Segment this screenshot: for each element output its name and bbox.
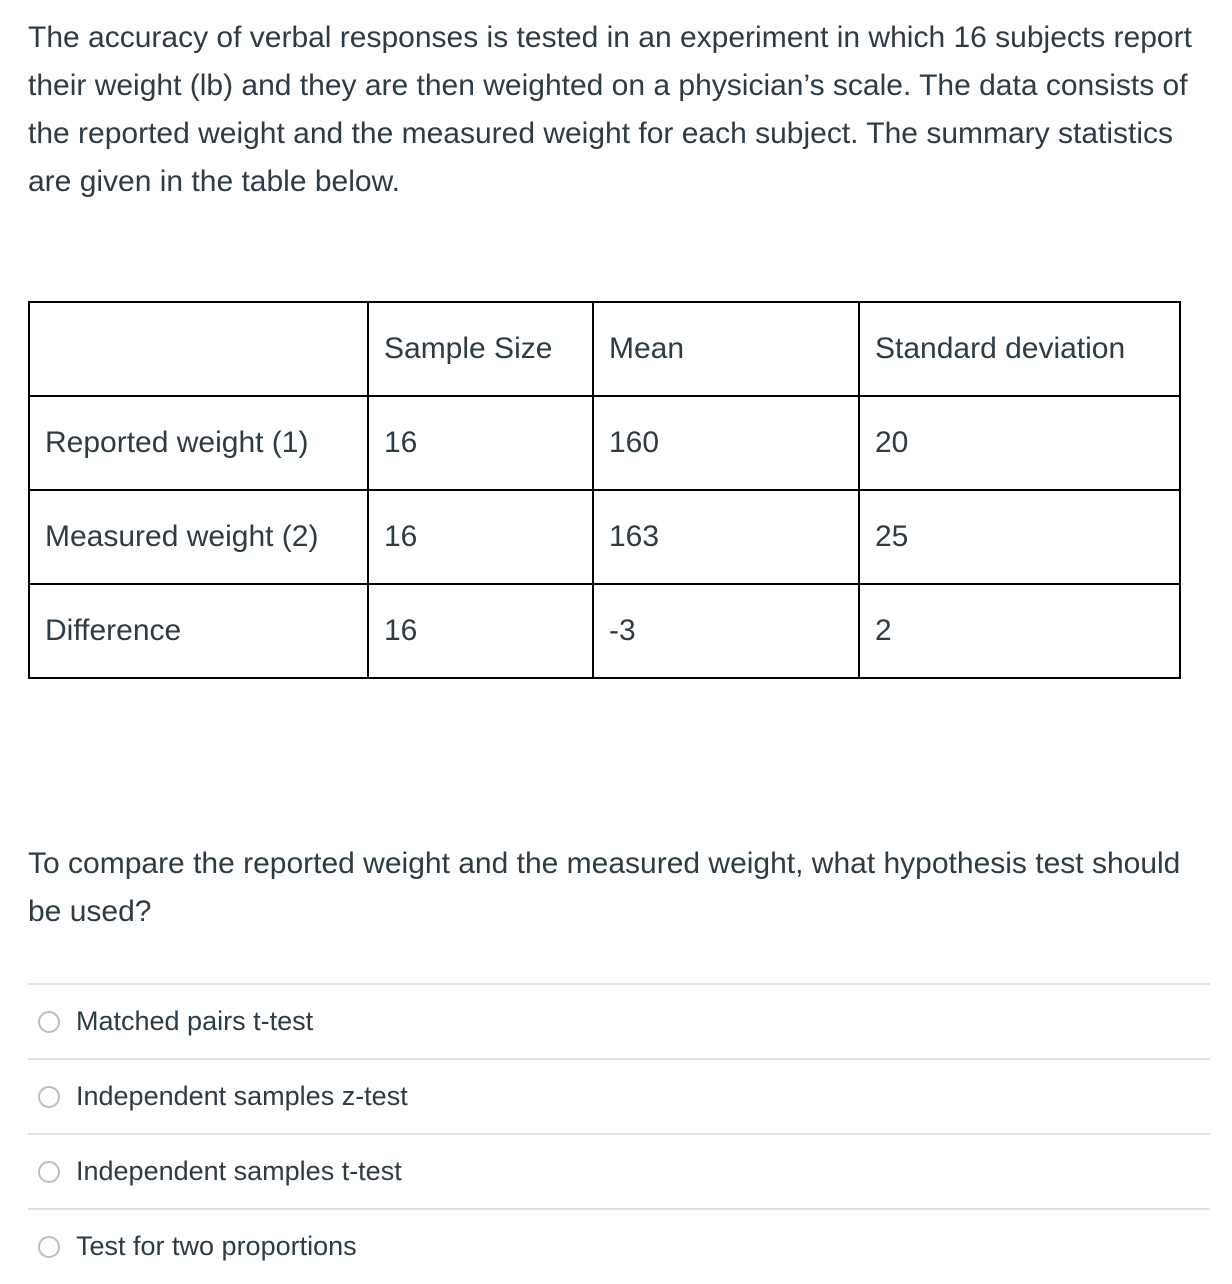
table-cell: 2	[859, 584, 1180, 678]
table-row	[29, 490, 1180, 584]
answer-option-test-for-two-proportions[interactable]	[28, 1208, 1210, 1283]
table-header-cell: Mean	[593, 302, 859, 396]
table-cell: 16	[368, 584, 593, 678]
table-row	[29, 584, 1180, 678]
table-cell: -3	[593, 584, 859, 678]
table-header-row	[29, 302, 1180, 396]
answer-label[interactable]: Independent samples z-test	[76, 1081, 408, 1111]
table-row	[29, 396, 1180, 490]
table-cell: 16	[368, 490, 593, 584]
table-cell: 16	[368, 396, 593, 490]
answer-list	[28, 983, 1210, 1283]
question-prompt: To compare the reported weight and the measured weight, what hypothesis test should be used?	[28, 847, 1181, 928]
question-intro: The accuracy of verbal responses is tested in an experiment in which 16 subjects report their weight (lb) and they are then weighted on a physician’s scale. The data consists of the reported weight and the measured weight for each subject. The summary statistics are given in the table below.	[28, 21, 1192, 198]
table-header-cell: Sample Size	[368, 302, 593, 396]
radio-button-icon[interactable]	[38, 1086, 60, 1108]
answer-label[interactable]: Test for two proportions	[76, 1231, 357, 1261]
table-row-label: Reported weight (1)	[29, 396, 368, 490]
radio-button-icon[interactable]	[38, 1236, 60, 1258]
radio-button-icon[interactable]	[38, 1011, 60, 1033]
answer-option-independent-samples-t-test[interactable]	[28, 1133, 1210, 1208]
answer-option-independent-samples-z-test[interactable]	[28, 1058, 1210, 1133]
answer-label[interactable]: Matched pairs t-test	[76, 1006, 314, 1036]
table-row-label: Difference	[29, 584, 368, 678]
table-header-cell	[29, 302, 368, 396]
table-cell: 25	[859, 490, 1180, 584]
summary-statistics-table	[28, 301, 1181, 679]
answer-label[interactable]: Independent samples t-test	[76, 1156, 402, 1186]
table-header-cell: Standard deviation	[859, 302, 1180, 396]
radio-button-icon[interactable]	[38, 1161, 60, 1183]
table-cell: 160	[593, 396, 859, 490]
answer-option-matched-pairs-t-test[interactable]	[28, 983, 1210, 1058]
table-row-label: Measured weight (2)	[29, 490, 368, 584]
table-cell: 20	[859, 396, 1180, 490]
table-cell: 163	[593, 490, 859, 584]
